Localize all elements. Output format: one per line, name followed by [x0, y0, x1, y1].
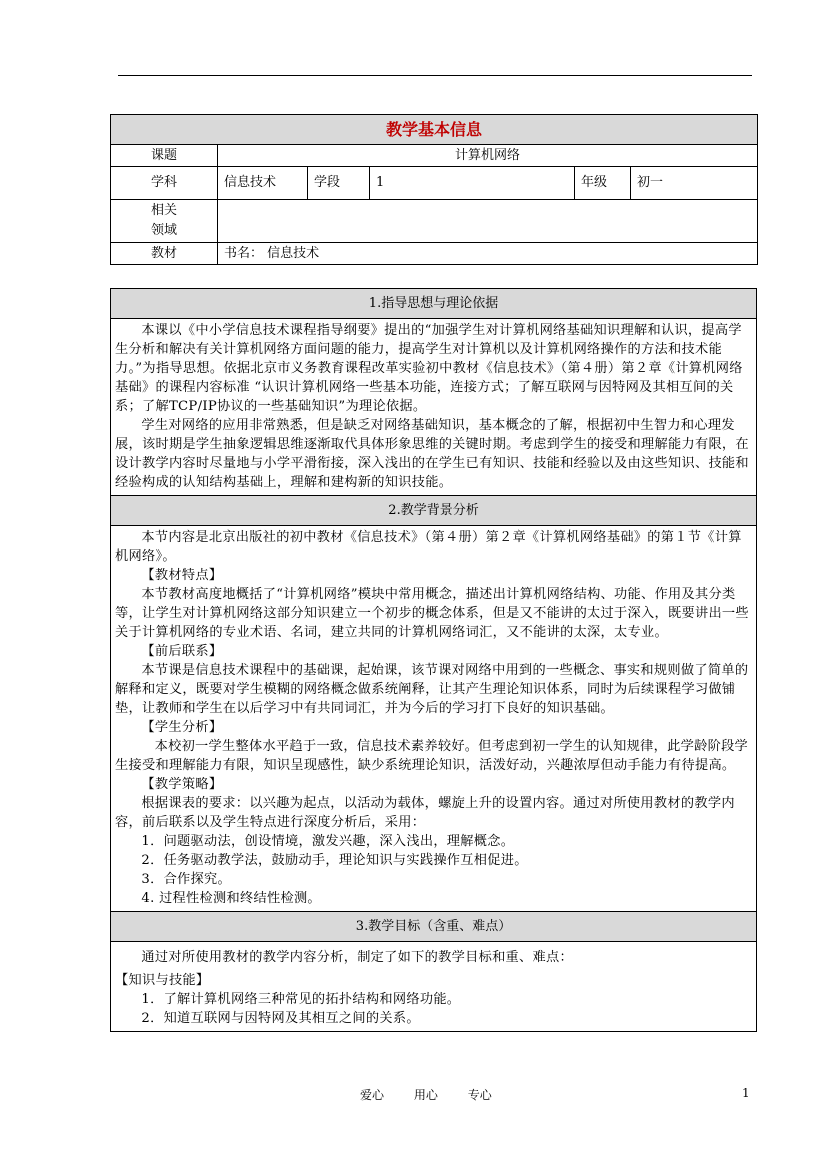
teaching-strategy-heading: 【教学策略】 [141, 777, 223, 792]
section-1-body [111, 319, 757, 496]
strategy-item: 1．问题驱动法，创设情境，激发兴趣，深入浅出，理解概念。 [141, 834, 515, 849]
textbook-features-text: 本节教材高度地概括了“计算机网络”模块中常用概念，描述出计算机网络结构、功能、作用及其分类等，让学生对计算机网络这部分知识建立一个初步的概念体系，但是又不能讲的太过于深入，既要讲出一些关于计算机网络的专业术语、名词，建立共同的计算机网络词汇，又不能讲的太深，太专业。 [115, 587, 749, 640]
section-3-body [111, 942, 757, 1032]
grade-value: 初一 [631, 167, 758, 200]
section-3-heading: 3.教学目标（含重、难点） [111, 912, 757, 942]
grade-label: 年级 [575, 167, 631, 200]
section-1-paragraph-1: 本课以《中小学信息技术课程指导纲要》提出的“加强学生对计算机网络基础知识理解和认识，提高学生分析和解决有关计算机网络方面问题的能力，提高学生对计算机以及计算机网络操作的方法和技术能力。”为指导思想。依据北京市义务教育课程改革实验初中教材《信息技术》（第４册）第２章《计算机网络基础》的课程内容标准 “认识计算机网络一些基本功能，连接方式；了解互联网与因特网及其相互间的关系；了解TCP/IP协议的一些基础知识”为理论依据。 [115, 323, 743, 414]
textbook-label: 教材 [111, 243, 218, 265]
topic-label: 课题 [111, 145, 218, 167]
stage-value: 1 [370, 167, 575, 200]
footer-slogan [360, 1086, 518, 1103]
lesson-plan-table [110, 288, 757, 1032]
context-text: 本节课是信息技术课程中的基础课，起始课，该节课对网络中用到的一些概念、事实和规则做了简单的解释和定义，既要对学生模糊的网络概念做系统阐释，让其产生理论知识体系，同时为后续课程学习做铺垫，让教师和学生在以后学习中有共同词汇，并为今后的学习打下良好的知识基础。 [115, 663, 749, 716]
related-field-label-line2: 领域 [150, 223, 177, 238]
section-1-paragraph-2: 学生对网络的应用非常熟悉，但是缺乏对网络基础知识，基本概念的了解，根据初中生智力和心理发展，该时期是学生抽象逻辑思维逐渐取代具体形象思维的关键时期。考虑到学生的接受和理解能力有限，在设计教学内容时尽量地与小学平滑衔接，深入浅出的在学生已有知识、技能和经验以及由这些知识、技能和经验构成的认知结构基础上，理解和建构新的知识技能。 [115, 418, 749, 490]
strategy-item: 4. 过程性检测和终结性检测。 [141, 891, 321, 906]
stage-label: 学段 [308, 167, 370, 200]
info-table-title: 教学基本信息 [111, 115, 758, 145]
related-field-label [111, 200, 218, 243]
page-number: 1 [742, 1086, 750, 1100]
topic-value: 计算机网络 [218, 145, 758, 167]
knowledge-skills-heading: 【知识与技能】 [115, 973, 210, 988]
section-2-intro: 本节内容是北京出版社的初中教材《信息技术》（第４册）第２章《计算机网络基础》的第１节《计算机网络》。 [115, 530, 742, 564]
strategy-item: 2．任务驱动教学法，鼓励动手，理论知识与实践操作互相促进。 [141, 853, 528, 868]
subject-label: 学科 [111, 167, 218, 200]
textbook-value: 书名： 信息技术 [218, 243, 758, 265]
footer-slogan-1: 爱心 [360, 1088, 385, 1102]
subject-value: 信息技术 [218, 167, 308, 200]
basic-info-table [110, 114, 758, 265]
context-heading: 【前后联系】 [141, 644, 223, 659]
objective-item: 2．知道互联网与因特网及其相互之间的关系。 [141, 1011, 420, 1026]
section-3-intro: 通过对所使用教材的教学内容分析，制定了如下的教学目标和重、难点： [141, 950, 573, 965]
related-field-label-line1: 相关 [150, 203, 177, 218]
related-field-value [218, 200, 758, 243]
teaching-strategy-text: 根据课表的要求：以兴趣为起点，以活动为载体，螺旋上升的设置内容。通过对所使用教材的教学内容，前后联系以及学生特点进行深度分析后，采用： [115, 796, 735, 830]
objective-item: 1．了解计算机网络三种常见的拓扑结构和网络功能。 [141, 992, 461, 1007]
section-2-body [111, 526, 757, 912]
footer-slogan-3: 专心 [467, 1088, 492, 1102]
student-analysis-text: 本校初一学生整体水平趋于一致，信息技术素养较好。但考虑到初一学生的认知规律，此学龄阶段学生接受和理解能力有限，知识呈现感性，缺少系统理论知识，活泼好动，兴趣浓厚但动手能力有待提高。 [115, 739, 749, 773]
section-2-heading: 2.教学背景分析 [111, 496, 757, 526]
footer-slogan-2: 用心 [413, 1088, 438, 1102]
student-analysis-heading: 【学生分析】 [141, 720, 223, 735]
strategy-item: 3．合作探究。 [141, 872, 232, 887]
textbook-features-heading: 【教材特点】 [141, 568, 223, 583]
section-1-heading: 1.指导思想与理论依据 [111, 289, 757, 319]
header-rule [118, 75, 752, 76]
